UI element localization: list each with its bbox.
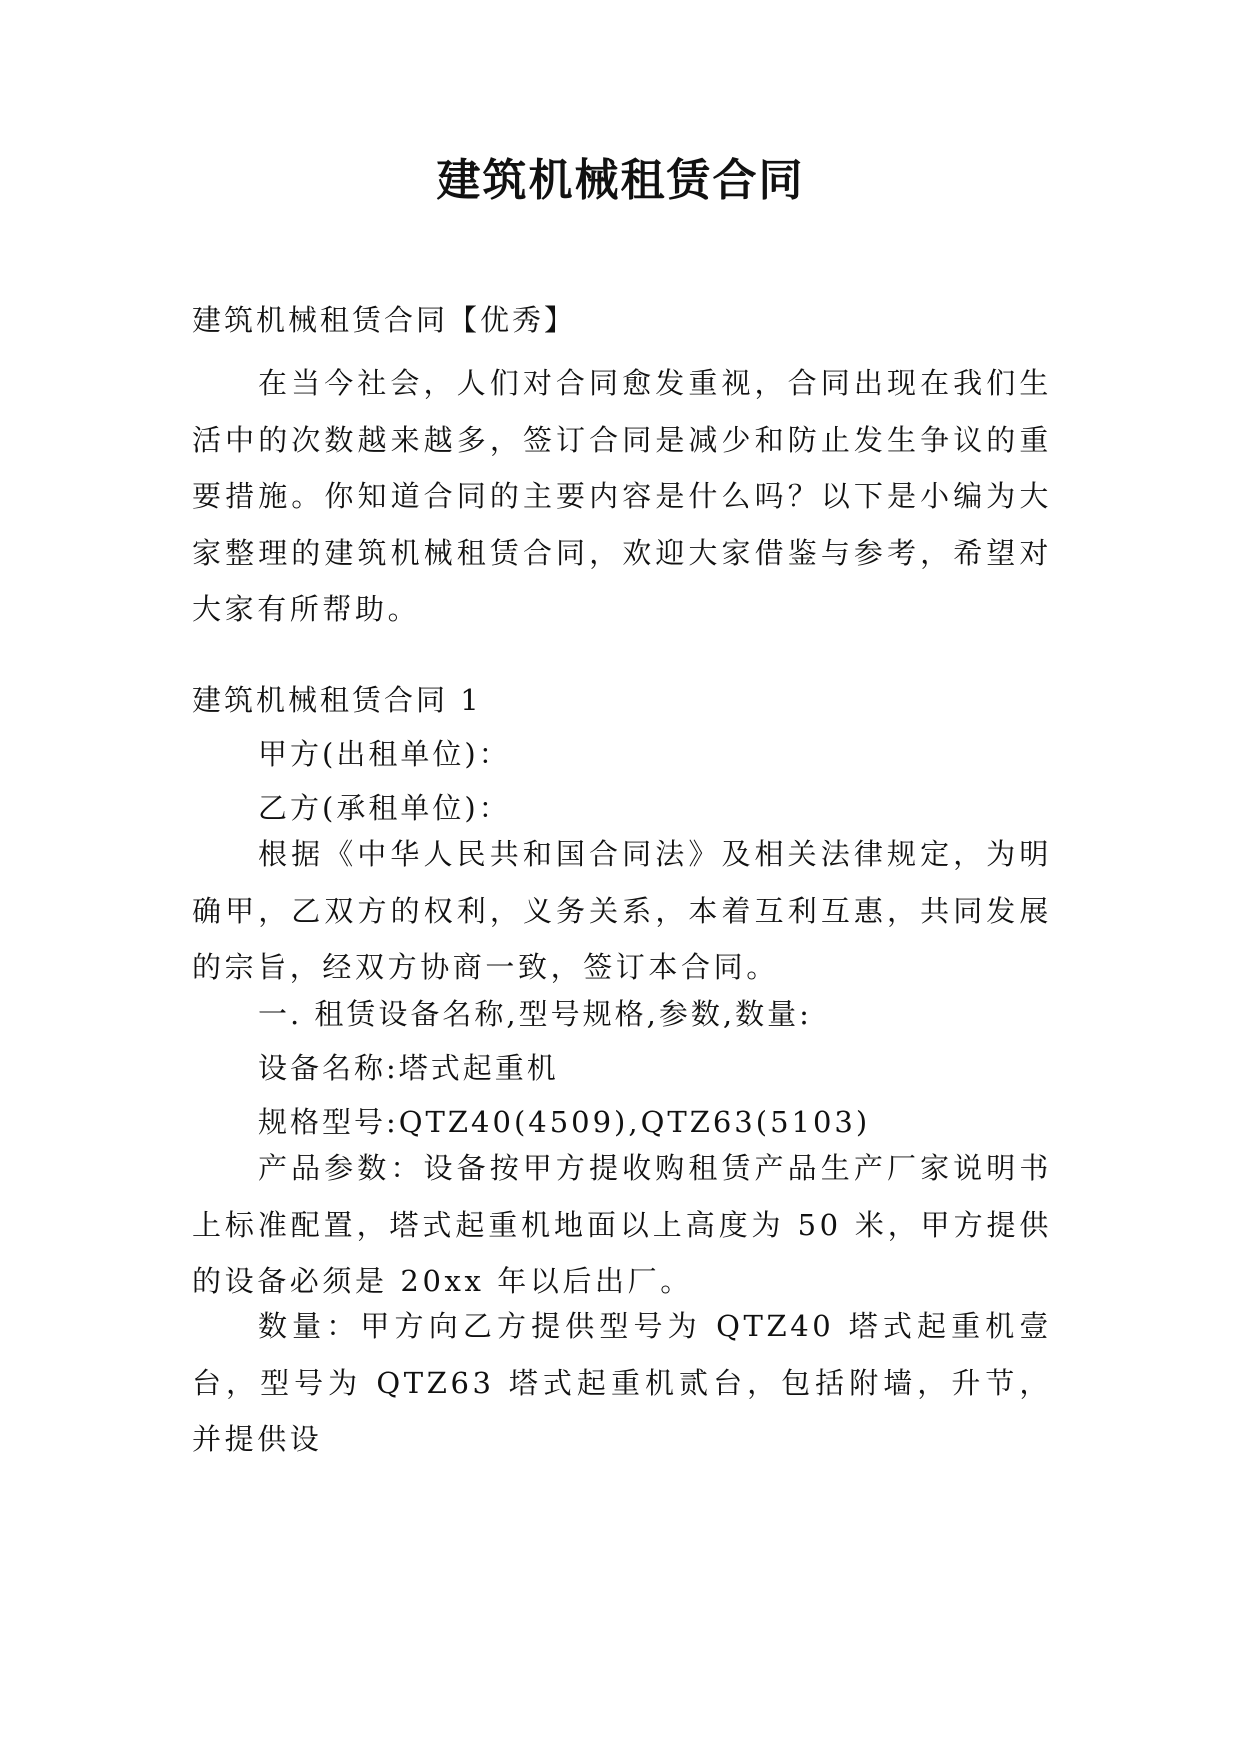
party-b-line: 乙方(承租单位)： [258,791,511,825]
product-params-paragraph: 产品参数：设备按甲方提收购租赁产品生产厂家说明书上标准配置，塔式起重机地面以上高度为 50 米，甲方提供的设备必须是 20xx 年以后出厂。 [192,1151,1052,1298]
document-subtitle: 建筑机械租赁合同【优秀】 [192,303,577,337]
spec-model-line: 规格型号:QTZ40(4509),QTZ63(5103) [258,1105,871,1139]
intro-paragraph: 在当今社会，人们对合同愈发重视，合同出现在我们生活中的次数越来越多，签订合同是减少和防止发生争议的重要措施。你知道合同的主要内容是什么吗？以下是小编为大家整理的建筑机械租赁合同，欢迎大家借鉴与参考，希望对大家有所帮助。 [192,366,1052,626]
document-title: 建筑机械租赁合同 [436,155,805,206]
quantity-paragraph: 数量：甲方向乙方提供型号为 QTZ40 塔式起重机壹台，型号为 QTZ63 塔式起重机贰台，包括附墙，升节，并提供设 [192,1309,1052,1456]
party-a-line: 甲方(出租单位)： [258,737,511,771]
clause-1-heading: 一. 租赁设备名称,型号规格,参数,数量: [258,997,812,1031]
equipment-name-line: 设备名称:塔式起重机 [258,1051,559,1085]
basis-paragraph: 根据《中华人民共和国合同法》及相关法律规定，为明确甲，乙双方的权利，义务关系，本着互利互惠，共同发展的宗旨，经双方协商一致，签订本合同。 [192,837,1052,984]
section-title: 建筑机械租赁合同 1 [192,683,482,717]
